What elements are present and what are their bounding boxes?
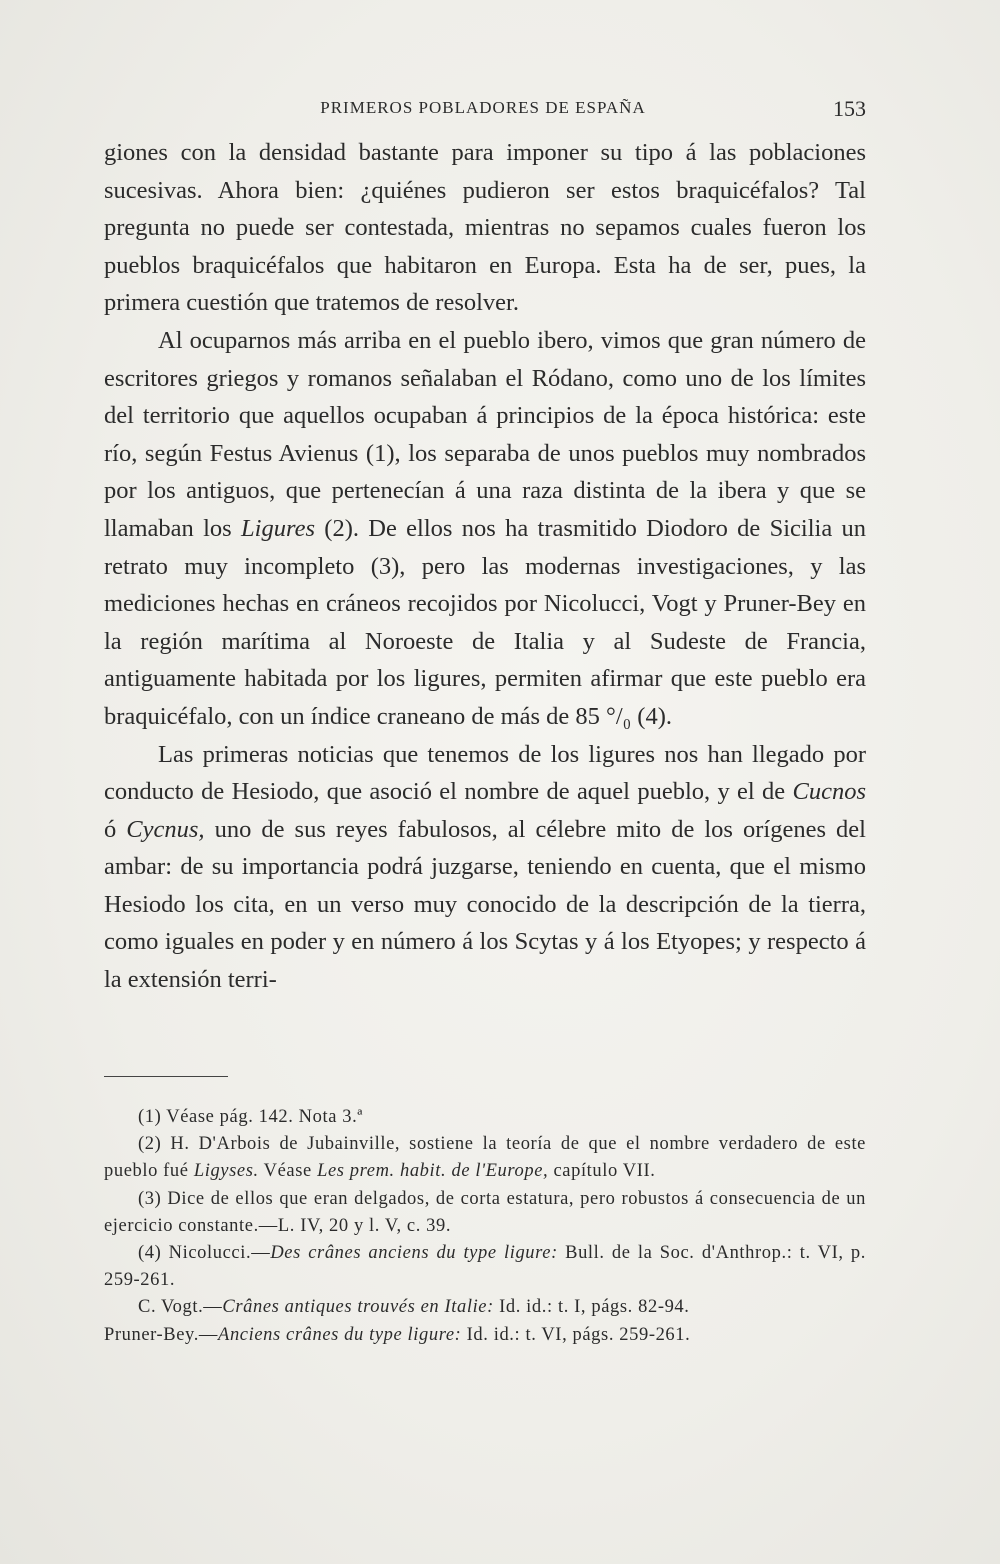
footnote-1 <box>104 1104 866 1131</box>
term-cycnus: Cycnus, <box>126 815 205 843</box>
term-ligures: Ligures <box>241 514 315 542</box>
footnote-6 <box>104 1322 866 1349</box>
paragraph-1 <box>104 134 866 322</box>
footnote-3-text: (3) Dice de ellos que eran delgados, de corta estatura, pero robustos á consecuencia de un ejercicio constante.—L. IV, 20 y l. V, c. 39. <box>104 1188 866 1236</box>
footnote-2-term: Ligyses. <box>193 1161 259 1182</box>
footnote-5-text-b: Id. id.: t. I, págs. 82-94. <box>493 1297 690 1318</box>
footnote-5 <box>104 1294 866 1321</box>
footnotes <box>104 1104 866 1349</box>
paragraph-2-text-b: (2). De ellos nos ha trasmitido Diodoro de Sicilia un retrato muy incompleto (3), pero las modernas investigaciones, y las mediciones hechas en cráneos recojidos por Nicolucci, Vogt y Pruner-Bey en la región marítima al Noroeste de Italia y al Sudeste de Francia, antiguamente habitada por los ligures, permiten afirmar que este pueblo era braquicéfalo, con un índice craneano de más de 85 °/₀ (4). <box>104 514 866 730</box>
footnote-4-text-a: (4) Nicolucci.— <box>138 1243 271 1264</box>
footnote-3 <box>104 1186 866 1240</box>
running-head: PRIMEROS POBLADORES DE ESPAÑA <box>320 98 646 117</box>
footnote-5-title: Crânes antiques trouvés en Italie: <box>222 1297 494 1318</box>
paragraph-2-text-a: Al ocuparnos más arriba en el pueblo ibero, vimos que gran número de escritores griegos y romanos señalaban el Ródano, como uno de los límites del territorio que aquellos ocupaban á principios de la época histórica: este río, según Festus Avienus (1), los separaba de unos pueblos muy nombrados por los antiguos, que pertenecían á una raza distinta de la ibera y que se llamaban los <box>104 326 866 542</box>
term-cucnos: Cucnos <box>792 778 866 806</box>
paragraph-1-text: giones con la densidad bastante para imponer su tipo á las poblaciones sucesivas. Ahora bien: ¿quiénes pudieron ser estos braquicéfalos? Tal pregunta no puede ser contestada, mientras no sepamos cuales fueron los pueblos braquicéfalos que habitaron en Europa. Esta ha de ser, pues, la primera cuestión que tratemos de resolver. <box>104 139 866 317</box>
paragraph-2 <box>104 322 866 736</box>
paragraph-3-conj: ó <box>104 815 127 843</box>
footnote-rule <box>104 1076 228 1077</box>
footnote-1-text: (1) Véase pág. 142. Nota 3.ª <box>138 1107 364 1127</box>
footnote-6-title: Anciens crânes du type ligure: <box>218 1324 462 1345</box>
footnote-4-text-b: Bull. de la Soc. d'Anthrop.: t. VI, p. 259-261. <box>104 1243 866 1291</box>
footnote-6-text-a: Pruner-Bey.— <box>104 1324 219 1345</box>
paragraph-3-text-b: uno de sus reyes fabulosos, al célebre mito de los orígenes del ambar: de su importancia podrá juzgarse, teniendo en cuenta, que el mismo Hesiodo los cita, en un verso muy conocido de la descripción de la tierra, como iguales en poder y en número á los Scytas y á los Etyopes; y respecto á la extensión terri- <box>104 815 866 994</box>
footnote-2-text-a: (2) H. D'Arbois de Jubainville, sostiene la teoría de que el nombre verdadero de este pueblo fué <box>104 1134 866 1182</box>
main-text <box>104 134 866 999</box>
page-number: 153 <box>833 96 866 121</box>
footnote-6-text-b: Id. id.: t. VI, págs. 259-261. <box>461 1324 691 1345</box>
footnote-2-text-c: capítulo VII. <box>548 1161 656 1182</box>
footnote-2-text-b: Véase <box>258 1161 318 1182</box>
footnote-4-title: Des crânes anciens du type ligure: <box>270 1243 558 1264</box>
footnote-2 <box>104 1131 866 1185</box>
footnote-2-title: Les prem. habit. de l'Europe, <box>317 1161 549 1182</box>
paragraph-3-text-a: Las primeras noticias que tenemos de los ligures nos han llegado por conducto de Hesiodo, que asoció el nombre de aquel pueblo, y el de <box>104 740 866 806</box>
paragraph-3 <box>104 736 866 999</box>
page-header <box>100 96 866 126</box>
footnote-4 <box>104 1240 866 1294</box>
footnote-5-text-a: C. Vogt.— <box>138 1297 223 1318</box>
